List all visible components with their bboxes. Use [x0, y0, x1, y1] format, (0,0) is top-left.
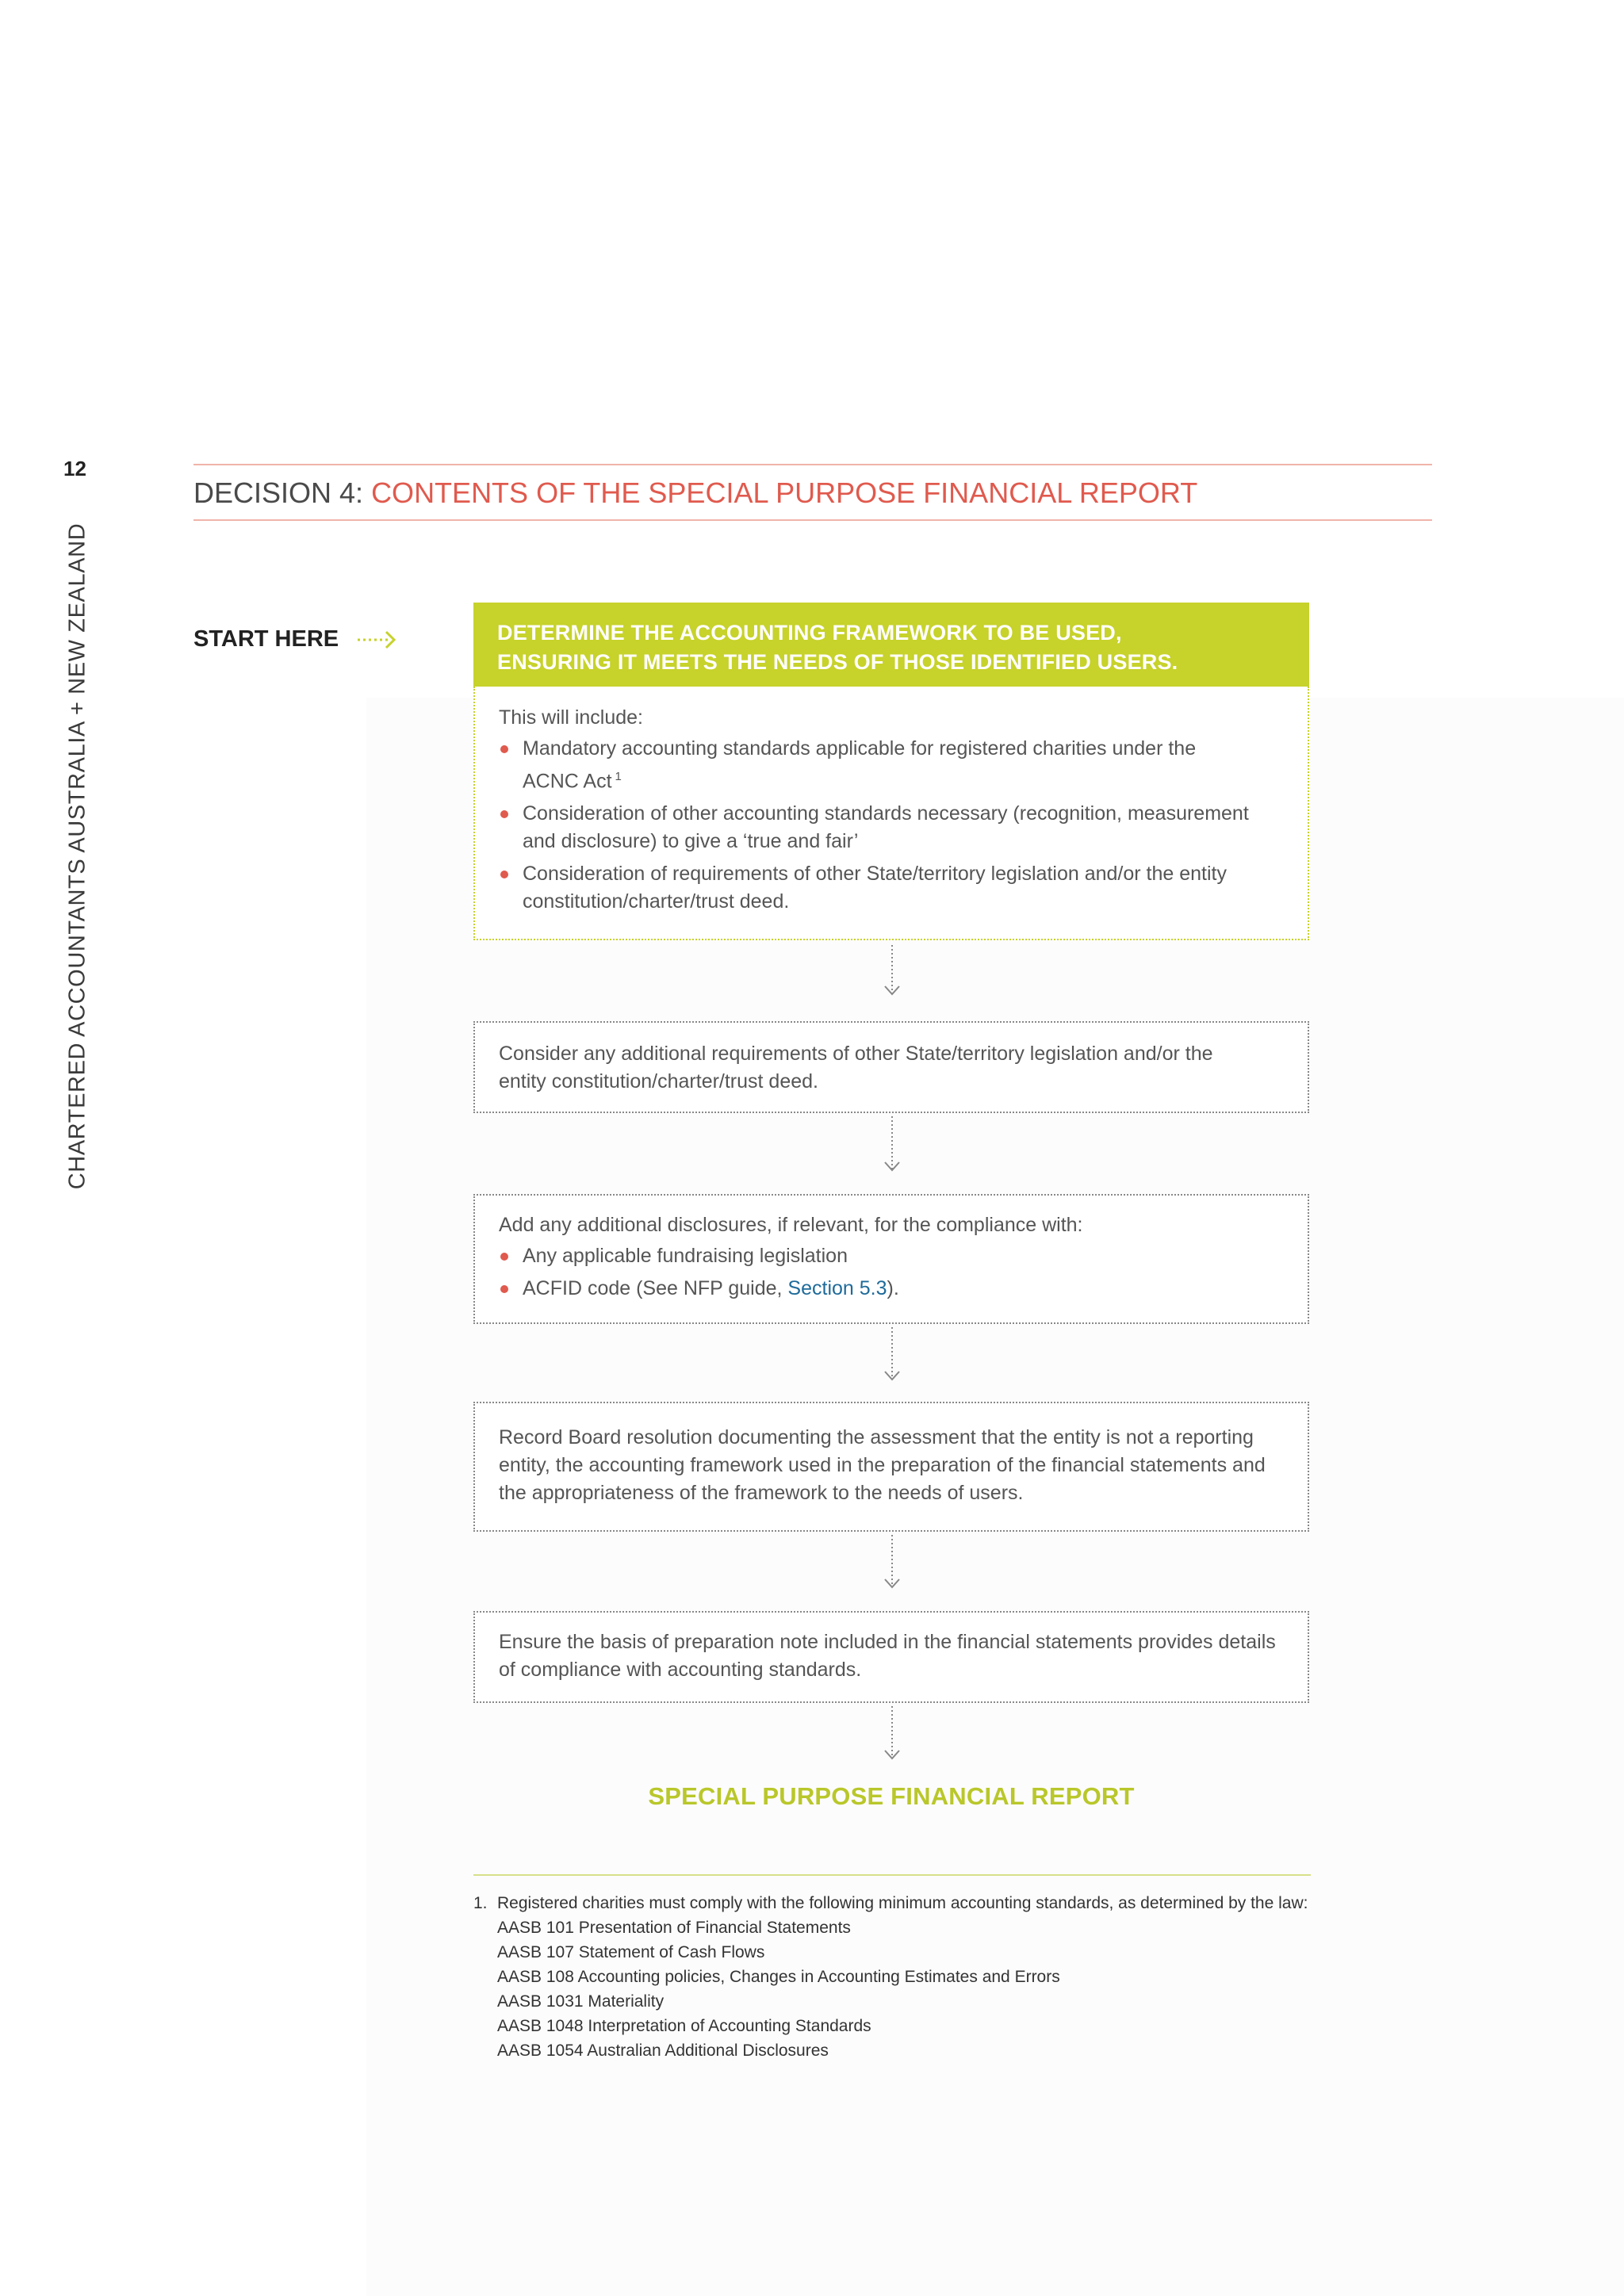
list-item: AASB 108 Accounting policies, Changes in Accounting Estimates and Errors [497, 1968, 1060, 1986]
footnote-intro: Registered charities must comply with the following minimum accounting standards, as determined by the law: [497, 1894, 1308, 1912]
bullet-text: Mandatory accounting standards applicable for registered charities under the [523, 737, 1197, 760]
step-4-text: Record Board resolution documenting the assessment that the entity is not a reporting [499, 1426, 1254, 1448]
flow-step-4-box [473, 1402, 1309, 1532]
footnote-rule [473, 1874, 1311, 1876]
step-2-text: entity constitution/charter/trust deed. [499, 1070, 818, 1093]
list-item: AASB 107 Statement of Cash Flows [497, 1943, 765, 1961]
step-5-text: of compliance with accounting standards. [499, 1659, 862, 1681]
flow-header-line-1: DETERMINE THE ACCOUNTING FRAMEWORK TO BE USED, [497, 621, 1122, 645]
heading-prefix: DECISION 4: [193, 476, 364, 509]
list-item: AASB 1048 Interpretation of Accounting Standards [497, 2017, 871, 2035]
bullet-text-prefix: ACFID code (See NFP guide, [523, 1277, 788, 1299]
list-item [499, 735, 1284, 795]
dotted-arrow-down-icon [880, 1535, 904, 1595]
list-item: AASB 1054 Australian Additional Disclosures [497, 2042, 829, 2060]
step-3-intro: Add any additional disclosures, if relevant, for the compliance with: [499, 1214, 1083, 1236]
dotted-arrow-down-icon [880, 945, 904, 1002]
bullet-text: constitution/charter/trust deed. [523, 890, 790, 913]
bullet-text: ACNC Act [523, 770, 612, 793]
bullet-text: Consideration of requirements of other State/territory legislation and/or the entity [523, 863, 1227, 886]
flow-step-5-box [473, 1611, 1309, 1703]
footnote-reference: 1 [615, 770, 622, 783]
step-3-bullet-list [499, 1242, 1284, 1303]
section-link[interactable]: Section 5.3 [787, 1277, 887, 1299]
flow-step-2-box [473, 1021, 1309, 1113]
bullet-text: and disclosure) to give a ‘true and fair’ [523, 830, 859, 853]
footnote-number: 1. [473, 1894, 488, 1912]
side-publisher-label: CHARTERED ACCOUNTANTS AUSTRALIA + NEW ZEALAND [64, 522, 90, 1190]
step-1-bullet-list [499, 735, 1284, 916]
dotted-arrow-down-icon [880, 1706, 904, 1766]
start-here-label [193, 626, 399, 652]
step-5-text: Ensure the basis of preparation note included in the financial statements provides details [499, 1631, 1276, 1653]
flow-header-line-2: ENSURING IT MEETS THE NEEDS OF THOSE IDENTIFIED USERS. [497, 650, 1178, 674]
heading-title: CONTENTS OF THE SPECIAL PURPOSE FINANCIAL REPORT [371, 476, 1198, 509]
flow-step-3-box [473, 1194, 1309, 1324]
heading-bottom-rule [193, 519, 1432, 521]
step-4-text: entity, the accounting framework used in the preparation of the financial statements and [499, 1454, 1266, 1476]
list-item: AASB 101 Presentation of Financial Statements [497, 1919, 851, 1937]
footnote [473, 1891, 1346, 2063]
step-2-text: Consider any additional requirements of other State/territory legislation and/or the [499, 1043, 1213, 1065]
bullet-text-suffix: ). [887, 1277, 899, 1299]
bullet-text [523, 1275, 1284, 1303]
list-item [499, 1275, 1284, 1303]
dotted-arrow-down-icon [880, 1116, 904, 1178]
dotted-arrow-right-icon [356, 628, 399, 652]
heading-top-rule [193, 464, 1432, 465]
step-4-text: the appropriateness of the framework to the needs of users. [499, 1482, 1024, 1504]
bullet-text: Consideration of other accounting standards necessary (recognition, measurement [523, 802, 1249, 825]
footnote-body [497, 1891, 1346, 2063]
list-item: AASB 1031 Materiality [497, 1992, 665, 2011]
list-item [499, 860, 1284, 916]
page-number: 12 [63, 457, 86, 480]
bullet-text-continued [523, 763, 1284, 795]
start-here-text: START HERE [193, 626, 339, 652]
list-item [499, 1242, 1284, 1270]
dotted-arrow-down-icon [880, 1327, 904, 1387]
bullet-text: Any applicable fundraising legislation [523, 1245, 848, 1267]
flow-step-1-box [473, 687, 1309, 940]
list-item [499, 800, 1284, 855]
step-1-intro: This will include: [499, 706, 644, 729]
flow-final-outcome: SPECIAL PURPOSE FINANCIAL REPORT [648, 1782, 1135, 1810]
flow-header-box [473, 603, 1309, 687]
page-heading [193, 474, 1197, 512]
